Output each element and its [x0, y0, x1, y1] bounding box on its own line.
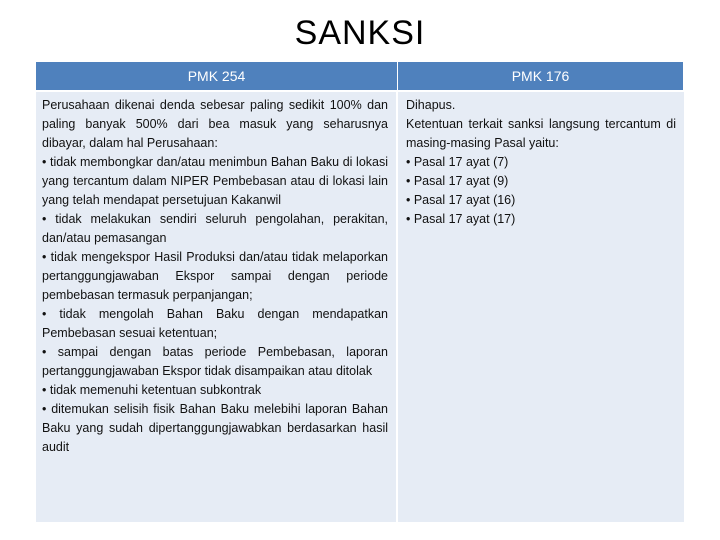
pmk-254-bullet: • tidak mengekspor Hasil Produksi dan/atau tidak melaporkan pertanggungjawaban Ekspor sampai dengan periode pembebasan termasuk perpanjangan; — [42, 250, 388, 302]
pmk-254-bullet: • tidak mengolah Bahan Baku dengan mendapatkan Pembebasan sesuai ketentuan; — [42, 307, 388, 340]
pmk-176-bullet: • Pasal 17 ayat (7) — [406, 155, 509, 169]
sanksi-table — [36, 62, 684, 522]
pmk-254-bullet: • tidak membongkar dan/atau menimbun Bahan Baku di lokasi yang tercantum dalam NIPER Pembebasan atau di lokasi lain yang telah mendapat persetujuan Kakanwil — [42, 155, 388, 207]
pmk-254-paragraph: Perusahaan dikenai denda sebesar paling sedikit 100% dan paling banyak 500% dari bea masuk yang seharusnya dibayar, dalam hal Perusahaan: — [42, 98, 388, 150]
pmk-254-bullet: • ditemukan selisih fisik Bahan Baku melebihi laporan Bahan Baku yang sudah dipertanggungjawabkan berdasarkan hasil audit — [42, 402, 388, 454]
page-title: SANKSI — [294, 14, 426, 52]
header-pmk-176: PMK 176 — [398, 62, 684, 90]
header-pmk-254: PMK 254 — [36, 62, 398, 90]
pmk-176-bullet: • Pasal 17 ayat (9) — [406, 174, 509, 188]
pmk-176-bullet: • Pasal 17 ayat (17) — [406, 212, 516, 226]
pmk-254-bullet: • tidak melakukan sendiri seluruh pengolahan, perakitan, dan/atau pemasangan — [42, 212, 388, 245]
pmk-176-bullet: • Pasal 17 ayat (16) — [406, 193, 516, 207]
pmk-176-content — [398, 90, 684, 522]
pmk-254-bullet: • tidak memenuhi ketentuan subkontrak — [42, 383, 262, 397]
pmk-254-content — [36, 90, 398, 522]
pmk-176-paragraph: Dihapus. — [406, 98, 456, 112]
pmk-254-bullet: • sampai dengan batas periode Pembebasan, laporan pertanggungjawaban Ekspor tidak disampaikan atau ditolak — [42, 345, 388, 378]
pmk-176-paragraph: Ketentuan terkait sanksi langsung tercantum di masing-masing Pasal yaitu: — [406, 117, 676, 150]
